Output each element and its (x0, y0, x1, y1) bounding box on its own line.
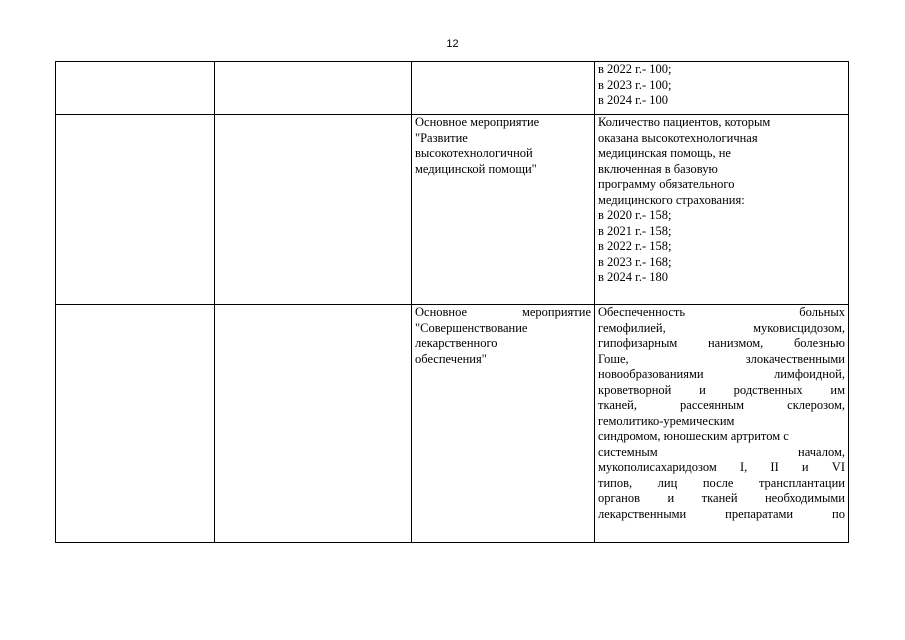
table-row (56, 115, 849, 305)
cell-col2 (215, 62, 412, 115)
indicator-line: медицинского страхования: (598, 192, 745, 207)
cell-activity (412, 115, 595, 305)
indicator-line: в 2023 г.- 100; (598, 77, 672, 92)
indicator-line: мукополисахаридозом I, II и VI (598, 460, 845, 474)
cell-indicator (595, 305, 849, 543)
indicator-line: гемолитико-уремическим (598, 413, 735, 428)
indicator-line: новообразованиями лимфоидной, (598, 367, 845, 381)
indicator-line: в 2024 г.- 100 (598, 93, 669, 107)
cell-col1 (56, 305, 215, 543)
cell-activity (412, 305, 595, 543)
cell-col1 (56, 115, 215, 305)
activity-line: лекарственного (415, 336, 498, 350)
indicator-line: в 2021 г.- 158; (598, 223, 672, 238)
indicator-line: в 2024 г.- 180 (598, 270, 669, 284)
cell-indicator (595, 115, 849, 305)
activity-line: "Совершенствование (415, 320, 528, 335)
indicator-line: включенная в базовую (598, 161, 718, 176)
indicator-line: гипофизарным нанизмом, болезнью (598, 336, 845, 350)
cell-col3 (412, 62, 595, 115)
indicator-line: гемофилией, муковисцидозом, (598, 320, 845, 335)
indicator-line: в 2020 г.- 158; (598, 208, 672, 222)
indicator-line: программу обязательного (598, 177, 735, 191)
activity-line: обеспечения" (415, 351, 487, 366)
indicator-line: в 2022 г.- 100; (598, 62, 672, 76)
activity-line: Основное мероприятие (415, 305, 591, 319)
indicator-line: органов и тканей необходимыми (598, 491, 845, 505)
indicator-line: Количество пациентов, которым (598, 115, 771, 129)
indicator-line: медицинская помощь, не (598, 146, 731, 160)
activity-line: высокотехнологичной (415, 146, 533, 160)
indicator-line: системным началом, (598, 444, 845, 459)
indicator-line: синдромом, юношеским артритом с (598, 429, 789, 443)
program-table (55, 61, 849, 543)
table-row (56, 305, 849, 543)
cell-col2 (215, 305, 412, 543)
page-number: 12 (446, 38, 459, 50)
indicator-line: в 2023 г.- 168; (598, 254, 672, 269)
indicator-line: Гоше, злокачественными (598, 351, 845, 366)
indicator-line: лекарственными препаратами по (598, 506, 845, 521)
indicator-line: в 2022 г.- 158; (598, 239, 672, 253)
indicator-line: Обеспеченность больных (598, 305, 845, 319)
activity-line: "Развитие (415, 130, 468, 145)
activity-line: медицинской помощи" (415, 161, 537, 176)
cell-col2 (215, 115, 412, 305)
cell-indicator (595, 62, 849, 115)
activity-line: Основное мероприятие (415, 115, 540, 129)
indicator-line: кроветворной и родственных им (598, 382, 845, 397)
indicator-line: тканей, рассеянным склерозом, (598, 398, 845, 412)
indicator-line: типов, лиц после трансплантации (598, 475, 845, 490)
table-row (56, 62, 849, 115)
cell-col1 (56, 62, 215, 115)
indicator-line: оказана высокотехнологичная (598, 130, 758, 145)
